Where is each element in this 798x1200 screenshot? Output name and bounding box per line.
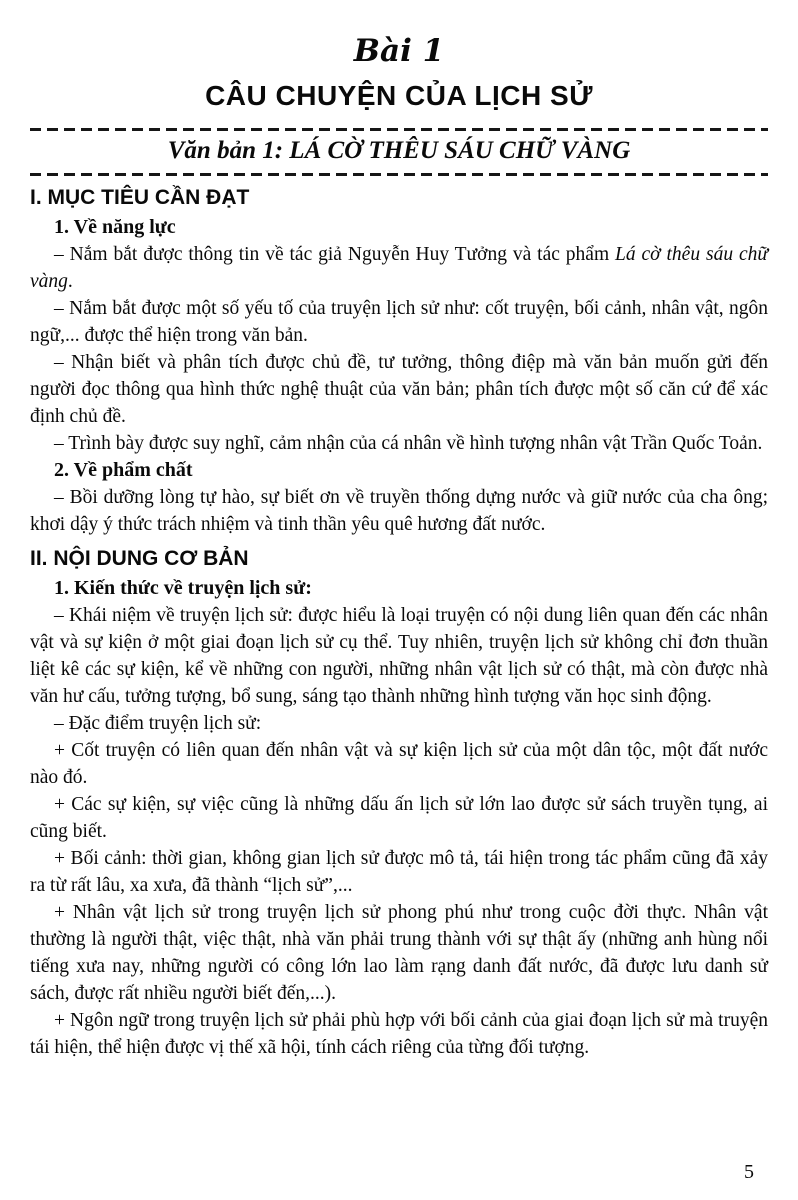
paragraph: + Nhân vật lịch sử trong truyện lịch sử phong phú như trong cuộc đời thực. Nhân vật thường là người thật, việc thật, nhà văn phải trung thành với sự thật ấy (những anh hùng nổi tiếng xưa nay, những người có công lớn lao làm rạng danh đất nước, đã được lưu danh sử sách, được rất nhiều người biết đến,...). <box>30 902 768 1005</box>
paragraph: + Ngôn ngữ trong truyện lịch sử phải phù hợp với bối cảnh của giai đoạn lịch sử mà truyện tái hiện, thể hiện được vị thế xã hội, tính cách riêng của từng đối tượng. <box>30 1010 768 1059</box>
sub-heading-quality: 2. Về phẩm chất <box>54 459 193 482</box>
paragraph: – Đặc điểm truyện lịch sử: <box>54 713 262 735</box>
dashed-divider-bottom <box>30 173 768 176</box>
paragraph: + Các sự kiện, sự việc cũng là những dấu ấn lịch sử lớn lao được sử sách truyền tụng, ai cũng biết. <box>30 794 768 843</box>
paragraph: – Khái niệm về truyện lịch sử: được hiểu là loại truyện có nội dung liên quan đến các nhân vật và sự kiện ở một giai đoạn lịch sử cụ thể. Tuy nhiên, truyện lịch sử không chỉ đơn thuần liệt kê các sự kiện, kể về những con người, những nhân vật lịch sử có thật, mà còn được nhà văn hư cấu, tưởng tượng, bổ sung, sáng tạo thành những hình tượng văn học sinh động. <box>30 605 768 708</box>
chapter-title: CÂU CHUYỆN CỦA LỊCH SỬ <box>205 80 593 112</box>
page-number: 5 <box>744 1161 754 1183</box>
sub-heading-competence: 1. Về năng lực <box>54 216 176 239</box>
paragraph-text: . <box>67 271 73 293</box>
paragraph <box>30 241 768 295</box>
paragraph: + Bối cảnh: thời gian, không gian lịch sử được mô tả, tái hiện trong tác phẩm cũng đã xảy ra từ rất lâu, xa xưa, đã thành “lịch sử”,... <box>30 848 768 897</box>
paragraph: + Cốt truyện có liên quan đến nhân vật và sự kiện lịch sử của một dân tộc, một đất nước nào đó. <box>30 740 768 789</box>
paragraph: – Nhận biết và phân tích được chủ đề, tư tưởng, thông điệp mà văn bản muốn gửi đến người đọc thông qua hình thức nghệ thuật của văn bản; phân tích được một số căn cứ để xác định chủ đề. <box>30 352 768 428</box>
document-body <box>30 184 768 1061</box>
section-heading-2: II. NỘI DUNG CƠ BẢN <box>30 547 249 571</box>
paragraph: – Trình bày được suy nghĩ, cảm nhận của cá nhân về hình tượng nhân vật Trần Quốc Toản. <box>54 433 763 455</box>
paragraph-text: – Nắm bắt được thông tin về tác giả Nguyễn Huy Tưởng và tác phẩm <box>54 244 616 266</box>
book-title-italic: Lá cờ thêu sáu chữ vàng <box>30 244 769 293</box>
paragraph: – Bồi dưỡng lòng tự hào, sự biết ơn về truyền thống dựng nước và giữ nước của cha ông; khơi dậy ý thức trách nhiệm và tinh thần yêu quê hương đất nước. <box>30 487 768 536</box>
section-heading-1: I. MỤC TIÊU CẦN ĐẠT <box>30 186 250 210</box>
banner-title: Văn bản 1: LÁ CỜ THÊU SÁU CHỮ VÀNG <box>167 137 631 165</box>
paragraph: – Nắm bắt được một số yếu tố của truyện lịch sử như: cốt truyện, bối cảnh, nhân vật, ngôn ngữ,... được thể hiện trong văn bản. <box>30 298 768 347</box>
sub-heading-knowledge: 1. Kiến thức về truyện lịch sử: <box>54 577 312 600</box>
lesson-label: Bài 1 <box>353 33 445 69</box>
document-banner <box>30 128 768 176</box>
